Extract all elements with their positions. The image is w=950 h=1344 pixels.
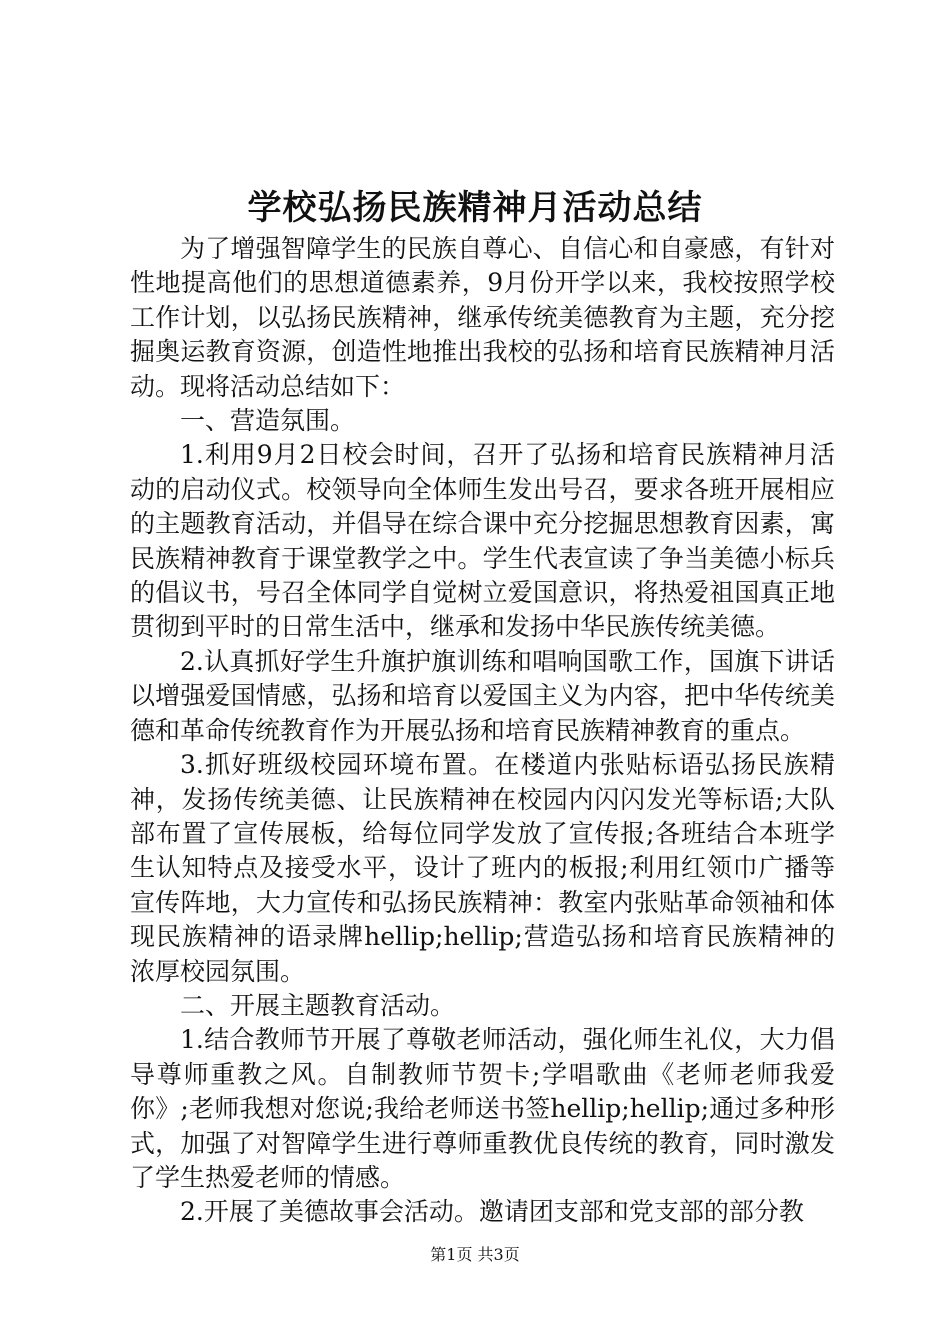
paragraph-2-1: 1.结合教师节开展了尊敬老师活动，强化师生礼仪，大力倡导尊师重教之风。自制教师节贺卡;学唱歌曲《老师老师我爱你》;老师我想对您说;我给老师送书签hellip;hellip;通过多种形式，加强了对智障学生进行尊师重教优良传统的教育，同时激发了学生热爱老师的情感。 (130, 1025, 835, 1192)
page-footer: 第1页 共3页 (430, 1245, 520, 1264)
paragraph-2-2: 2.开展了美德故事会活动。邀请团支部和党支部的部分教 (180, 1197, 804, 1227)
section-heading-1: 一、营造氛围。 (180, 406, 356, 436)
document-body (130, 232, 835, 1230)
paragraph-1-1: 1.利用9月2日校会时间，召开了弘扬和培育民族精神月活动的启动仪式。校领导向全体师生发出号召，要求各班开展相应的主题教育活动，并倡导在综合课中充分挖掘思想教育因素，寓民族精神教育于课堂教学之中。学生代表宣读了争当美德小标兵的倡议书，号召全体同学自觉树立爱国意识，将热爱祖国真正地贯彻到平时的日常生活中，继承和发扬中华民族传统美德。 (130, 440, 835, 642)
paragraph-intro: 为了增强智障学生的民族自尊心、自信心和自豪感，有针对性地提高他们的思想道德素养，9月份开学以来，我校按照学校工作计划，以弘扬民族精神，继承传统美德教育为主题，充分挖掘奥运教育资源，创造性地推出我校的弘扬和培育民族精神月活动。现将活动总结如下： (130, 234, 835, 401)
section-heading-2: 二、开展主题教育活动。 (180, 990, 456, 1020)
document-title: 学校弘扬民族精神月活动总结 (247, 188, 703, 228)
paragraph-1-3: 3.抓好班级校园环境布置。在楼道内张贴标语弘扬民族精神，发扬传统美德、让民族精神在校园内闪闪发光等标语;大队部布置了宣传展板，给每位同学发放了宣传报;各班结合本班学生认知特点及接受水平，设计了班内的板报;利用红领巾广播等宣传阵地，大力宣传和弘扬民族精神：教室内张贴革命领袖和体现民族精神的语录牌hellip;hellip;营造弘扬和培育民族精神的浓厚校园氛围。 (130, 750, 835, 986)
paragraph-1-2: 2.认真抓好学生升旗护旗训练和唱响国歌工作，国旗下讲话以增强爱国情感，弘扬和培育以爱国主义为内容，把中华传统美德和革命传统教育作为开展弘扬和培育民族精神教育的重点。 (130, 646, 835, 745)
